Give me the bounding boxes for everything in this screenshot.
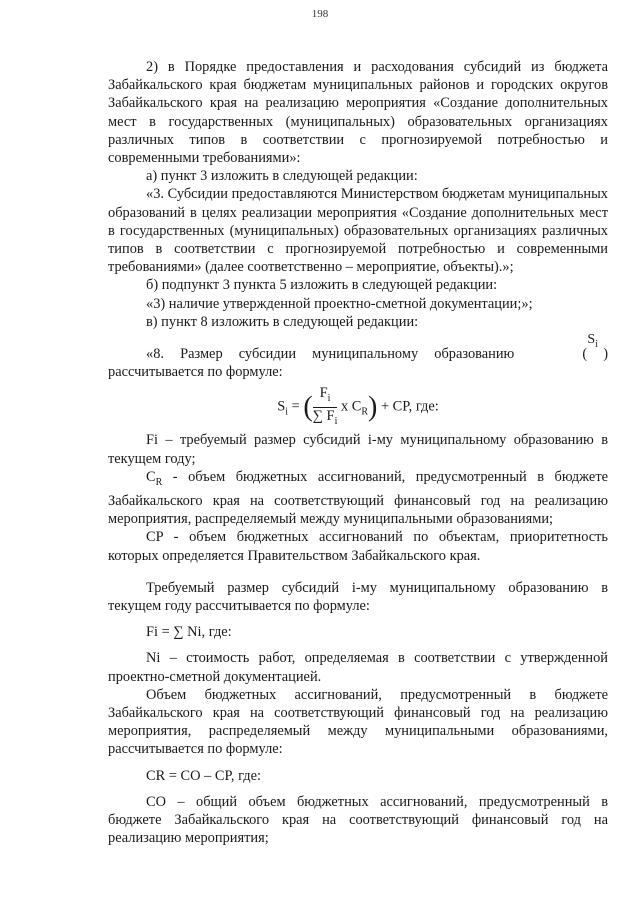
paragraph: 2) в Порядке предоставления и расходования субсидий из бюджета Забайкальского края бюджетам муниципальных районов и городских округов Забайкальского края на реализацию мероприятия «Создание дополнительных мест в государственных (муниципальных) образовательных организациях различных типов в соответствии с прогнозируемой потребностью и современными требованиями»: (108, 59, 608, 167)
si-symbol: ( ) $S_i$ (582, 332, 608, 363)
document-body (108, 58, 608, 847)
paragraph: «3. Субсидии предоставляются Министерством бюджетам муниципальных образований в целях реализации мероприятия «Создание дополнительных мест в государственных (муниципальных) образовательных организациях различных типов в соответствии с прогнозируемой потребностью и современными требованиями» (далее соответственно – мероприятие, объекты).»; (108, 186, 608, 276)
paragraph: CP - объем бюджетных ассигнований по объектам, приоритетность которых определяется Правительством Забайкальского края. (108, 529, 608, 564)
paragraph: Требуемый размер субсидий i-му муниципальному образованию в текущем году рассчитывается по формуле: (108, 579, 608, 614)
paragraph: а) пункт 3 изложить в следующей редакции: (146, 168, 418, 185)
paragraph: в) пункт 8 изложить в следующей редакции: (146, 313, 419, 330)
page-number: 198 (311, 8, 329, 20)
paragraph: «3) наличие утвержденной проектно-сметной документации;»; (146, 295, 533, 312)
paragraph: Объем бюджетных ассигнований, предусмотренный в бюджете Забайкальского края на соответствующий финансовый год на реализацию мероприятия, распределяемый между муниципальными образованиями, рассчитывается по формуле: (108, 686, 608, 758)
paragraph: рассчитывается по формуле: (108, 364, 283, 381)
formula-subsidy: $S_i$ = ( $\frac{F_i}{\sum F_i}$ x $C_R$) + CP, где: (108, 385, 608, 425)
formula-fi: Fi = ∑ Ni, где: (146, 624, 232, 641)
paragraph: CO – общий объем бюджетных ассигнований, предусмотренный в бюджете Забайкальского края на соответствующий финансовый год на реализацию мероприятия; (108, 793, 608, 847)
paragraph: б) подпункт 3 пункта 5 изложить в следующей редакции: (146, 277, 498, 294)
fraction: $\frac{F_i}{\sum F_i}$ (312, 385, 338, 428)
paragraph: $C_R$ - объем бюджетных ассигнований, предусмотренный в бюджете Забайкальского края на соответствующий финансовый год на реализацию мероприятия, распределяемый между муниципальными образованиями; (108, 468, 608, 528)
paragraph: Ni – стоимость работ, определяемая в соответствии с утвержденной проектно-сметной документацией. (108, 650, 608, 685)
paragraph: Fi – требуемый размер субсидий i-му муниципальному образованию в текущем году; (108, 432, 608, 467)
paragraph-p8-intro: «8. Размер субсидии муниципальному образованию ( ) $S_i$ (146, 332, 608, 363)
formula-cr: CR = CO – CP, где: (146, 767, 261, 784)
